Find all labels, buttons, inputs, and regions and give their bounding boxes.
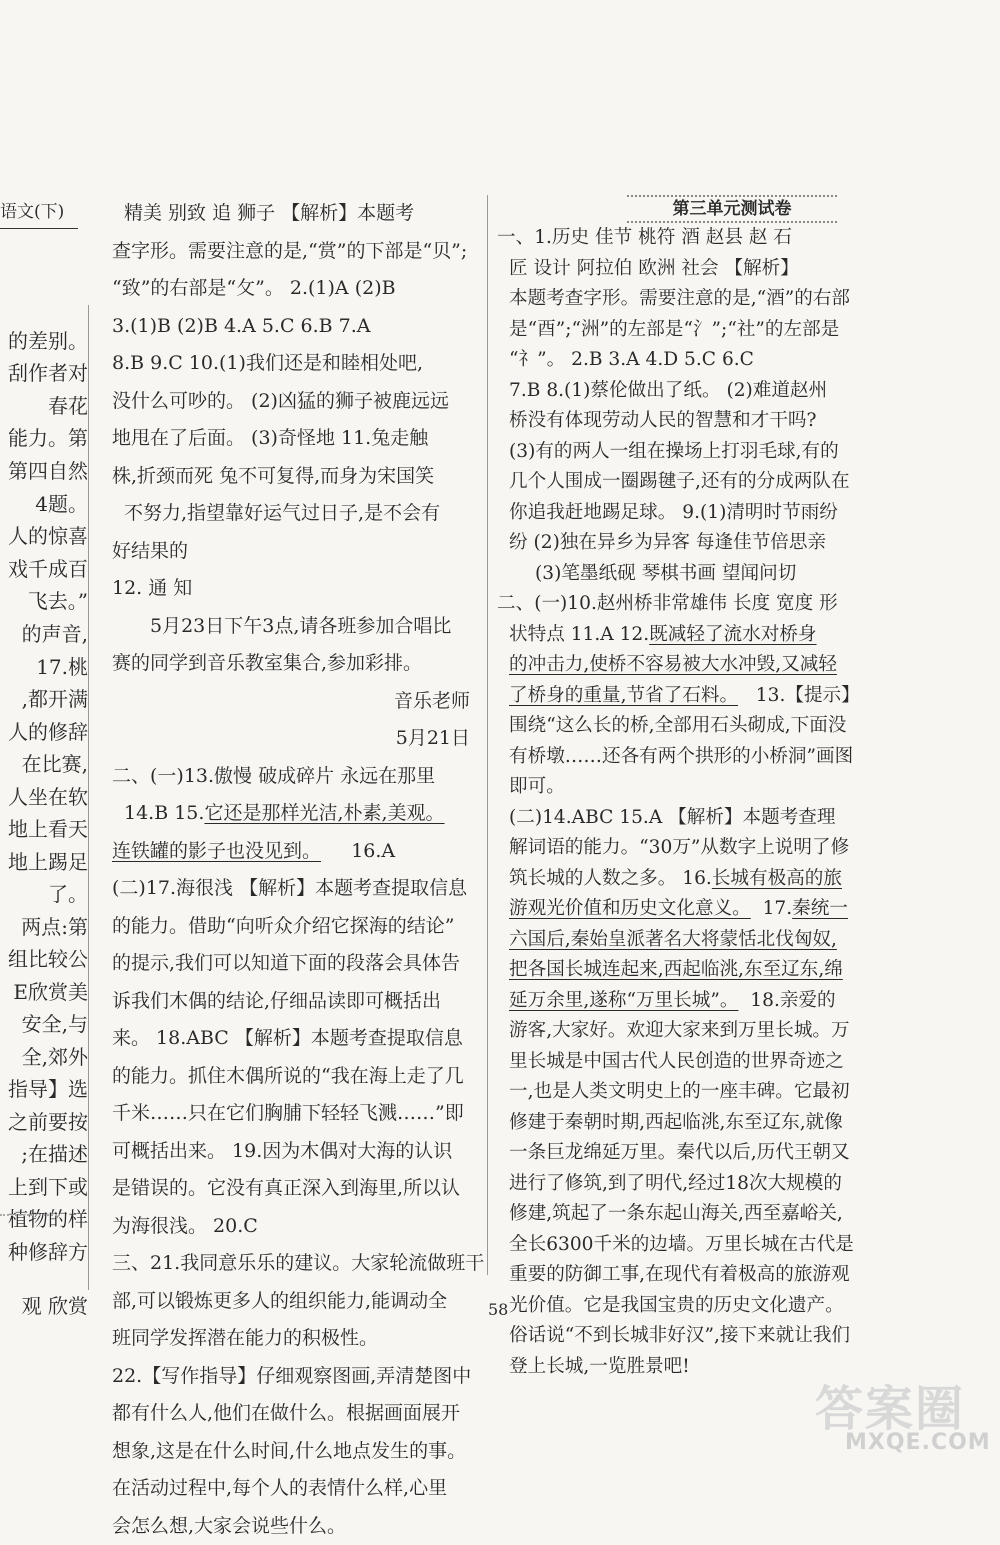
underlined-answer: 的冲击力,使桥不容易被大水冲毁,又减轻 [509,654,837,675]
section-title-wrap [497,195,889,221]
left-column-line: 种修辞方 [8,1236,88,1265]
text-line: 进行了修筑,到了明代,经过18次大规模的 [497,1169,889,1200]
left-column-line: 两点:第 [21,911,88,940]
text-line: 的能力。借助“向听众介绍它探海的结论” [112,908,482,946]
left-column-line: 之前要按 [8,1106,88,1135]
underlined-answer: 延万余里,遂称“万里长城”。 [509,990,738,1011]
watermark [815,1370,995,1465]
left-column-line: 地上看天 [8,813,88,842]
text-line: “礻”。 2.B 3.A 4.D 5.C 6.C [497,345,889,376]
text-line: 会怎么想,大家会说些什么。 [112,1508,482,1545]
text-line: 你追我赶地踢足球。 9.(1)清明时节雨纷 [497,498,889,529]
left-column-line: 指导】选 [8,1073,88,1102]
text-line: 7.B 8.(1)蔡伦做出了纸。 (2)难道赵州 [497,376,889,407]
text-line: 的能力。抓住木偶所说的“我在海上走了几 [112,1058,482,1096]
underlined-answer: 把各国长城连起来,西起临洮,东至辽东,绵 [509,959,843,980]
text-line: 千米……只在它们胸脯下轻轻飞溅……”即 [112,1095,482,1133]
text-line: 的提示,我们可以知道下面的段落会具体告 [112,945,482,983]
left-column-line: 安全,与 [22,1008,88,1037]
text-line: 是错误的。它没有真正深入到海里,所以认 [112,1170,482,1208]
underlined-answer: 秦统一 [792,898,848,919]
text-line: (3)有的两人一组在操场上打羽毛球,有的 [497,437,889,468]
text-line: 匠 设计 阿拉伯 欧洲 社会 【解析】 [497,254,889,285]
text-line: 里长城是中国古代人民创造的世界奇迹之 [497,1047,889,1078]
underlined-answer: 游观光价值和历史文化意义。 [509,898,751,919]
text-line: 为海很浅。 20.C [112,1208,482,1246]
middle-column-divider [487,195,488,1275]
left-column-line: 17.桃 [36,651,88,680]
text-line: 可概括出来。 19.因为木偶对大海的认识 [112,1133,482,1171]
text-line: 即可。 [497,772,889,803]
answer-prefix: 14.B 15. [124,802,204,824]
text-line [497,620,889,651]
text-line: 游客,大家好。欢迎大家来到万里长城。万 [497,1016,889,1047]
text-line: 纷 (2)独在异乡为异客 每逢佳节倍思亲 [497,528,889,559]
text-line: 本题考查字形。需要注意的是,“酒”的右部 [497,284,889,315]
underlined-answer: 了桥身的重量,节省了石料。 [509,685,738,706]
left-header-rule [0,228,78,229]
underlined-answer: 它还是那样光洁,朴素,美观。 [204,802,444,824]
text-line: 有桥墩……还各有两个拱形的小桥洞”画图 [497,742,889,773]
underlined-answer: 六国后,秦始皇派著名大将蒙恬北伐匈奴, [509,929,837,950]
notice-body-line: 5月23日下午3点,请各班参加合唱比 [112,608,482,646]
underlined-answer: 连铁罐的影子也没见到。 [112,840,321,862]
text-line: 是“酉”;“洲”的左部是“氵”;“社”的左部是 [497,315,889,346]
text-line: 来。 18.ABC 【解析】本题考查提取信息 [112,1020,482,1058]
answer-prefix: 17. [763,898,793,919]
text-line: 22.【写作指导】仔细观察图画,弄清楚图中 [112,1358,482,1396]
section-title: 第三单元测试卷 [627,195,837,223]
text-line: 查字形。需要注意的是,“赏”的下部是“贝”; [112,233,482,271]
left-column-line: 观 欣赏 [22,1290,88,1319]
left-column-line: 第四自然 [8,455,88,484]
text-line: (3)笔墨纸砚 琴棋书画 望闻问切 [497,559,889,590]
middle-column [112,195,482,1545]
notice-date: 5月21日 [112,720,482,758]
underlined-answer: 既减轻了流水对桥身 [649,624,816,645]
left-column-line: 戏千成百 [8,553,88,582]
left-column-divider [88,305,89,1290]
text-line [497,681,889,712]
text-line [497,986,889,1017]
left-dotted-divider [0,1214,60,1216]
answer-prefix: 状特点 11.A 12. [509,624,649,645]
text-line: 光价值。它是我国宝贵的历史文化遗产。 [497,1291,889,1322]
text-line: “致”的右部是“攵”。 2.(1)A (2)B [112,270,482,308]
right-column [497,195,889,1382]
left-column-line: 4题。 [35,488,88,517]
text-line [497,650,889,681]
text-line: (二)17.海很浅 【解析】本题考查提取信息 [112,870,482,908]
text-line: 株,折颈而死 兔不可复得,而身为宋国笑 [112,458,482,496]
text-line: 修建,筑起了一条东起山海关,西至嘉峪关, [497,1199,889,1230]
left-column-line: 在比赛, [22,748,88,777]
notice-heading-line: 12. 通 知 [112,570,482,608]
text-line: 精美 别致 追 狮子 【解析】本题考 [112,195,482,233]
text-line: 地甩在了后面。 (3)奇怪地 11.兔走触 [112,420,482,458]
text-line: 登上长城,一览胜景吧! [497,1352,889,1383]
text-line: 俗话说“不到长城非好汉”,接下来就让我们 [497,1321,889,1352]
left-column-line: 人的修辞 [8,716,88,745]
text-line: 一条巨龙绵延万里。秦代以后,历代王朝又 [497,1138,889,1169]
underlined-answer: 长城有极高的旅 [712,868,842,889]
text-line: 没什么可吵的。 (2)凶猛的狮子被鹿远远 [112,383,482,421]
text-line [112,795,482,833]
text-line: 全长6300千米的边墙。万里长城在古代是 [497,1230,889,1261]
left-column-line: E欣赏美 [13,976,88,1005]
text-line [497,894,889,925]
text-line: (二)14.ABC 15.A 【解析】本题考查理 [497,803,889,834]
notice-signature: 音乐老师 [112,683,482,721]
left-column-line: 能力。第 [8,422,88,451]
watermark-site: MXQE.COM [845,1430,991,1455]
text-line: 几个人围成一圈踢毽子,还有的分成两队在 [497,467,889,498]
text-line: 不努力,指望靠好运气过日子,是不会有 [112,495,482,533]
text-line: 二、(一)13.傲慢 破成碎片 永远在那里 [112,758,482,796]
text-line: 修建于秦朝时期,西起临洮,东至辽东,就像 [497,1108,889,1139]
left-column-line: 刮作者对 [8,357,88,386]
left-column-line: 人的惊喜 [8,520,88,549]
left-column-line: 的差别。 [8,325,88,354]
text-line: 二、(一)10.赵州桥非常雄伟 长度 宽度 形 [497,589,889,620]
text-line: 解词语的能力。“30万”从数字上说明了修 [497,833,889,864]
text-line: 围绕“这么长的桥,全部用石头砌成,下面没 [497,711,889,742]
text-line: 桥没有体现劳动人民的智慧和才干吗? [497,406,889,437]
left-column-line: 地上踢足 [8,846,88,875]
watermark-logo: 答案圈 [815,1370,965,1439]
text-line: 8.B 9.C 10.(1)我们还是和睦相处吧, [112,345,482,383]
text-line: 想象,这是在什么时间,什么地点发生的事。 [112,1433,482,1471]
page-number: 58 [488,1300,508,1319]
text-line [497,925,889,956]
text-line [497,864,889,895]
left-column-line: ;在描述 [21,1138,88,1167]
text-line: 一,也是人类文明史上的一座丰碑。它最初 [497,1077,889,1108]
answer-suffix: 13.【提示】 [756,685,860,706]
left-column-header: 语文(下) [0,197,64,222]
left-column-line: 上到下或 [8,1171,88,1200]
answer-suffix: 16.A [351,840,395,862]
left-column-line: ,都开满 [22,683,88,712]
text-line: 在活动过程中,每个人的表情什么样,心里 [112,1470,482,1508]
text-line: 重要的防御工事,在现代有着极高的旅游观 [497,1260,889,1291]
left-column-line: 全,郊外 [22,1041,88,1070]
text-line: 班同学发挥潜在能力的积极性。 [112,1320,482,1358]
left-column-line: 春花 [48,390,88,419]
text-line [497,955,889,986]
text-line: 三、21.我同意乐乐的建议。大家轮流做班干 [112,1245,482,1283]
left-column-line: 植物的样 [8,1203,88,1232]
answer-prefix: 筑长城的人数之多。 16. [509,868,712,889]
text-line: 好结果的 [112,533,482,571]
answer-suffix: 18.亲爱的 [750,990,835,1011]
text-line: 一、1.历史 佳节 桃符 酒 赵县 赵 石 [497,223,889,254]
notice-body-line: 赛的同学到音乐教室集合,参加彩排。 [112,645,482,683]
left-column-line: 的声音, [22,618,88,647]
left-column-line: 了。 [48,878,88,907]
text-line [112,833,482,871]
text-line: 诉我们木偶的结论,仔细品读即可概括出 [112,983,482,1021]
text-line: 部,可以锻炼更多人的组织能力,能调动全 [112,1283,482,1321]
text-line: 都有什么人,他们在做什么。根据画面展开 [112,1395,482,1433]
text-line: 3.(1)B (2)B 4.A 5.C 6.B 7.A [112,308,482,346]
left-column-line: 人坐在软 [8,781,88,810]
left-column-line: 组比较公 [8,943,88,972]
left-column-line: 飞去。” [28,585,88,614]
